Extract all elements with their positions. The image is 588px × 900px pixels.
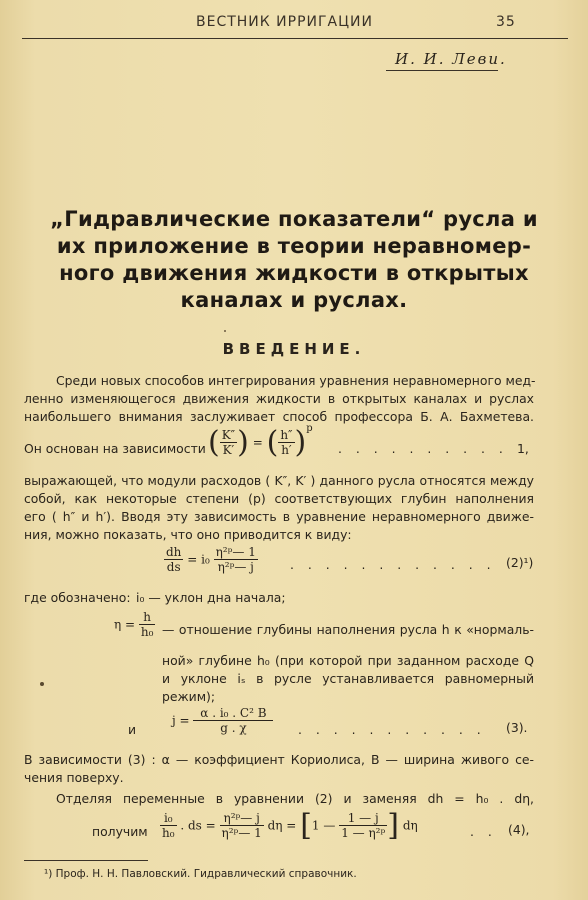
where-lead: где обозначено: <box>24 590 131 605</box>
eq2-coef: = i₀ <box>187 552 210 567</box>
ink-speck <box>224 330 226 332</box>
eq4-one: 1 — <box>311 818 336 833</box>
intro-line: наибольшего внимания заслуживает способ профессора Б. А. Бахметева. <box>24 409 534 424</box>
equation-1: ( $\frac{K''}{K'}$ ) = ( $\frac{h''}{h'}$ )$^p$ <box>208 423 313 460</box>
equation-2 <box>164 545 258 574</box>
eq4-deta: dη = <box>267 818 297 833</box>
ink-speck <box>40 682 44 686</box>
footnote-rule <box>24 860 148 861</box>
eq4-b-num: η²ᵖ— j <box>220 811 264 826</box>
author: И. И. Леви. <box>395 50 507 68</box>
eq3-lead: и <box>128 722 137 737</box>
intro-line: ленно изменяющегося движения жидкости в открытых каналах и руслах <box>24 391 534 406</box>
eq3-num: α . i₀ . C² B <box>193 706 273 721</box>
eq1-rhs-den: h′ <box>281 443 292 457</box>
para2-line: его ( h″ и h′). Вводя эту зависимость в уравнение неравномерного движе- <box>24 509 534 524</box>
eq4-c-num: 1 — j <box>339 811 387 826</box>
eta-line: режим); <box>162 689 216 704</box>
eq1-lhs-num: K″ <box>221 428 236 442</box>
title-line: „Гидравлические показатели“ русла и <box>50 207 538 231</box>
equation-4: $\frac{\text{i₀}}{\text{h₀}}$ . ds = $\frac{\text{η²ᵖ— j}}{\text{η²ᵖ— 1}}$ dη = [1 — $\frac{1 — j}{\text{1 — η²ᵖ}}$ ] dη <box>162 808 418 843</box>
eta-definition <box>114 610 155 639</box>
eq1-leader-dots: . . . . . . . . . . <box>338 441 508 456</box>
eq4-b-den: η²ᵖ— 1 <box>221 826 262 840</box>
eq1-number: 1, <box>517 441 529 456</box>
footnote: ¹) Проф. Н. Н. Павловский. Гидравлический справочник. <box>44 868 357 880</box>
eq3-number: (3). <box>506 720 528 735</box>
intro-line: Среди новых способов интегрирования уравнения неравномерного мед- <box>56 373 536 388</box>
para2-line: ния, можно показать, что оно приводится к виду: <box>24 527 352 542</box>
para3-line: В зависимости (3) : α — коэффициент Кориолиса, B — ширина живого се- <box>24 752 534 767</box>
header-rule <box>22 38 568 39</box>
para2-line: собой, как некоторые степени (p) соответствующих глубин наполнения <box>24 491 534 506</box>
eta-den: h₀ <box>140 625 154 639</box>
eta-line: ной» глубине h₀ (при которой при заданном расходе Q <box>162 653 534 668</box>
eta-line: и уклоне iₛ в русле устанавливается равномерный <box>162 671 534 686</box>
eq2-rhs-num: η²ᵖ— 1 <box>215 545 256 559</box>
eta-num: h <box>139 610 156 625</box>
equation-3 <box>172 706 273 735</box>
eq2-rhs-den: η²ᵖ— j <box>217 560 254 574</box>
eq1-lhs-den: K′ <box>222 443 235 457</box>
page-number: 35 <box>496 14 516 30</box>
eq2-lhs-den: ds <box>166 560 181 574</box>
eq4-a-num: i₀ <box>160 811 177 826</box>
author-underline <box>386 70 498 71</box>
eq4-leader-dots: . . <box>470 824 497 839</box>
para2-line: выражающей, что модули расходов ( K″, K′ ) данного русла относятся между <box>24 473 534 488</box>
where-i0: i₀ — уклон дна начала; <box>136 590 286 605</box>
eq2-lhs-num: dh <box>166 545 182 559</box>
journal-title: ВЕСТНИК ИРРИГАЦИИ <box>196 14 373 30</box>
eq1-power: p <box>306 423 313 434</box>
eq4-number: (4), <box>508 822 530 837</box>
para4-line: Отделяя переменные в уравнении (2) и заменяя dh = h₀ . dη, <box>56 791 534 806</box>
eq3-lhs: j = <box>172 713 190 728</box>
eq2-leader-dots: . . . . . . . . . . . . <box>290 557 496 572</box>
eq4-deta2: dη <box>402 818 418 833</box>
eq2-number: (2)¹) <box>506 555 534 570</box>
eq4-a-den: h₀ <box>162 826 175 840</box>
eq4-c-den: 1 — η²ᵖ <box>341 826 386 840</box>
para3-line: чения поверху. <box>24 770 124 785</box>
eq4-lead: получим <box>92 824 148 839</box>
title-line: их приложение в теории неравномер- <box>56 234 532 258</box>
article-title <box>50 206 538 314</box>
eq1-lead: Он основан на зависимости <box>24 441 206 456</box>
eq3-leader-dots: . . . . . . . . . . . <box>298 722 486 737</box>
eq3-den: g . χ <box>220 721 247 735</box>
eta-lhs: η = <box>114 617 136 632</box>
section-heading: ВВЕДЕНИЕ. <box>222 340 366 358</box>
eq1-rhs-num: h″ <box>280 428 293 442</box>
title-line: ного движения жидкости в открытых <box>59 261 529 285</box>
eq4-ds: . ds = <box>180 818 216 833</box>
title-line: каналах и руслах. <box>180 288 408 312</box>
eta-line: — отношение глубины наполнения русла h к «нормаль- <box>162 622 534 637</box>
